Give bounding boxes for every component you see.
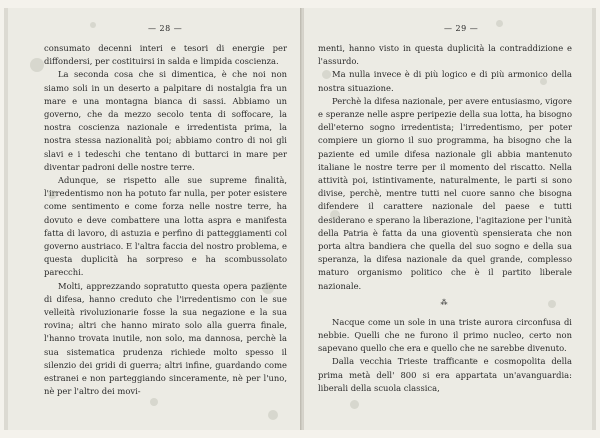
page-number: — 28 — [148,24,183,33]
paragraph: Ma nulla invece è di più logico e di più armonico della nostra situazione. [318,69,572,93]
paragraph: Perchè la difesa nazionale, per avere entusiasmo, vigore e speranze nelle aspre peripezie della sua lotta, ha bisogno dell'eterno sogno irredentista; l'irredentismo, per poter compiere un giorno il suo programma, ha bisogno che la paziente ed umile difesa nazionale gli abbia mantenuto italiane le nostre terre per il momento del riscatto. Nella attività poi, istintivamente, naturalmente, le parti si sono divise, perchè, mentre tutti nel cuore sanno che bisogna difendere il carattere nazionale del paese e tutti desiderano e sperano la liberazione, l'agitazione per l'unità della Patria è fatta da una gioventù spensierata che non porta altra bandiera che quella del suo sogno e della sua speranza, la difesa nazionale da quel grande, complesso maturo organismo politico che è il partito liberale nazionale. [318,95,572,291]
paragraph: Nacque come un sole in una triste aurora circonfusa di nebbie. Quelli che ne furono il primo nucleo, certo non sapevano quello che era e quello che ne sarebbe divenuto. [318,316,572,354]
right-book-edge [592,8,596,430]
paragraph: menti, hanno visto in questa duplicità la contraddizione e l'assurdo. [318,43,572,67]
paragraph: Molti, apprezzando sopratutto questa opera paziente di difesa, hanno creduto che l'irredentismo con le sue velleità rivoluzionarie fosse la sua negazione e la sua rovina; altri che hanno mirato solo alla guerra finale, l'hanno trovata inutile, non solo, ma dannosa, perchè la sua sistematica prudenza richiede molto spesso il silenzio dei gridi di guerra; altri infine, guardando come estranei e non parteggiando sinceramente, nè per l'uno, nè per l'altro dei movi- [44,280,287,397]
paragraph: Adunque, se rispetto alle sue supreme finalità, l'irredentismo non ha potuto far nulla, per poter esistere come sentimento e come forza nelle nostre terre, ha dovuto e deve combattere una lotta aspra e manifesta fatta di lavoro, di astuzia e perfino di patteggiamenti col governo austriaco. E l'altra faccia del nostro problema, e questa duplicità ha sorpreso e ha scombussolato parecchi. [44,175,287,278]
paragraph: consumato decenni interi e tesori di energie per diffondersi, per costituirsi in salda e limpida coscienza. [44,43,287,67]
page-text [44,42,287,398]
paragraph: Dalla vecchia Trieste trafficante e cosmopolita della prima metà dell' 800 si era appartata un'avanguardia: liberali della scuola classica, [318,356,572,393]
page-text [318,42,572,395]
right-page [304,8,592,430]
left-page [8,8,301,430]
paragraph: La seconda cosa che si dimentica, è che noi non siamo soli in un deserto a palpitare di nostalgia fra un mare e una montagna bianca di sassi. Abbiamo un governo, che da mezzo secolo tenta di soffocare, la nostra coscienza nazionale e irredentista prima, la nostra stessa nazionalità poi; abbiamo contro di noi gli slavi e i tedeschi che tentano di buttarci in mare per diventar padroni delle nostre terre. [44,69,287,172]
page-number: — 29 — [444,24,479,33]
section-break-asterism: ⁂ [440,298,450,307]
